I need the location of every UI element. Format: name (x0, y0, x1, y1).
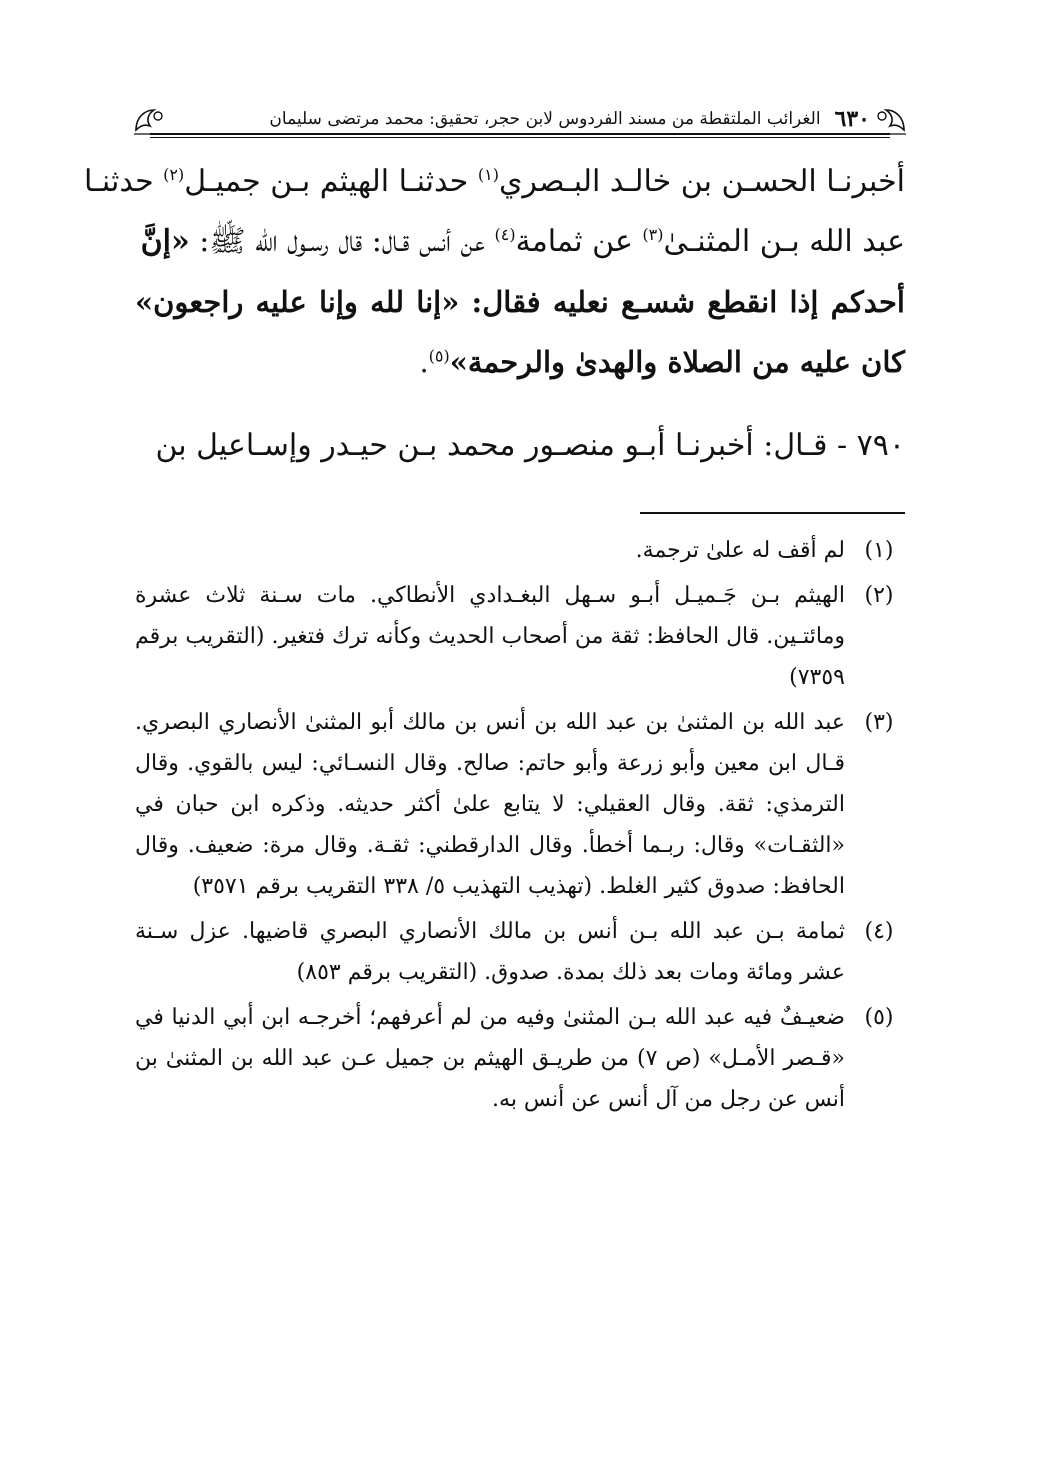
main-line-1 (84, 152, 905, 212)
hadith-text: أحدكم إذا انقطع شسـع نعليه فقال: «إنا لله وإنا عليه راجعون» كان عليه من الصلاة والهدىٰ والرحمة» (135, 285, 905, 379)
text-segment: عن ثمامة (515, 224, 643, 259)
footnote-number: (٢) (864, 583, 894, 608)
footnote (135, 575, 905, 698)
footnote-number: (٤) (864, 919, 894, 944)
footnote-ref-1[interactable]: (١) (477, 165, 499, 184)
spacer (135, 392, 905, 416)
main-text (84, 152, 905, 476)
footnote-number: (٣) (864, 710, 894, 735)
page-number: ٦٣٠ (834, 106, 870, 132)
footnote-number: (١) (864, 538, 894, 563)
footnote-separator (640, 512, 905, 514)
footnote-text: لم أقف له علىٰ ترجمة. (635, 538, 845, 563)
footnote (135, 530, 905, 571)
text-segment: أخبرنـا الحسـن بن خالـد البـصري (498, 164, 905, 199)
page-header (130, 100, 910, 140)
text-segment: عن أنس قـال: قال رسـول الله ﷺ: (189, 224, 495, 259)
hadith-block (135, 272, 905, 392)
footnote-ref-4[interactable]: (٤) (494, 225, 516, 244)
footnote-text: ثمامة بـن عبد الله بـن أنس بن مالك الأنصاري البصري قاضيها. عزل سـنة عشر ومائة ومات بعد ذلك بمدة. صدوق. (التقريب برقم ٨٥٣) (135, 919, 845, 985)
running-title: الغرائب الملتقطة من مسند الفردوس لابن حجر، تحقيق: محمد مرتضى سليمان (269, 109, 821, 129)
footnote (135, 911, 905, 993)
text-segment: حدثنـا الهيثم بـن جميـل (184, 164, 478, 199)
footnote-ref-2[interactable]: (٢) (163, 165, 185, 184)
main-line-5: ٧٩٠ - قـال: أخبرنـا أبـو منصـور محمد بـن حيـدر وإسـاعيل بن (155, 428, 905, 463)
footnote-text: ضعيـفٌ فيه عبد الله بـن المثنىٰ وفيه من لم أعرفهم؛ أخرجـه ابن أبي الدنيا في «قـصر الأمـل» (ص ٧) من طريـق الهيثم بن جميل عـن عبد الله بن المثنىٰ بن أنس عن رجل من آل أنس عن أنس به. (135, 1005, 845, 1112)
header-text (170, 104, 870, 134)
text-segment: عبد الله بـن المثنـىٰ (663, 224, 905, 259)
footnote-number: (٥) (864, 1005, 894, 1030)
footnote-ref-5[interactable]: (٥) (428, 346, 450, 366)
footnote (135, 997, 905, 1120)
footnote-ref-3[interactable]: (٣) (642, 225, 664, 244)
header-rule-thin (150, 137, 890, 138)
footnote-text: عبد الله بن المثنىٰ بن عبد الله بن أنس بن مالك أبو المثنىٰ الأنصاري البصري. قـال ابن معين وأبو زرعة وأبو حاتم: صالح. وقال النسـائي: ليس بالقوي. وقال الترمذي: ثقة. وقال العقيلي: لا يتابع علىٰ أكثر حديثه. وذكره ابن حبان في «الثقـات» وقال: ربـما أخطأ. وقال الدارقطني: ثقـة. وقال مرة: ضعيف. وقال الحافظ: صدوق كثير الغلط. (تهذيب التهذيب ٥/ ٣٣٨ التقريب برقم ٣٥٧١) (135, 710, 845, 899)
footnote-text: الهيثم بـن جَـميـل أبـو سـهل البغـدادي الأنطاكي. مات سـنة ثلاث عشرة ومائتـين. قال الحافظ: ثقة من أصحاب الحديث وكأنه ترك فتغير. (التقريب برقم ٧٣٥٩) (135, 583, 845, 690)
footnotes (135, 530, 905, 1124)
main-line-2 (135, 212, 905, 272)
end-period: . (419, 345, 429, 379)
text-segment: حدثنـا (84, 164, 164, 199)
header-rule (150, 133, 890, 135)
footnote (135, 702, 905, 907)
hadith-start: «إنَّ (140, 224, 190, 259)
